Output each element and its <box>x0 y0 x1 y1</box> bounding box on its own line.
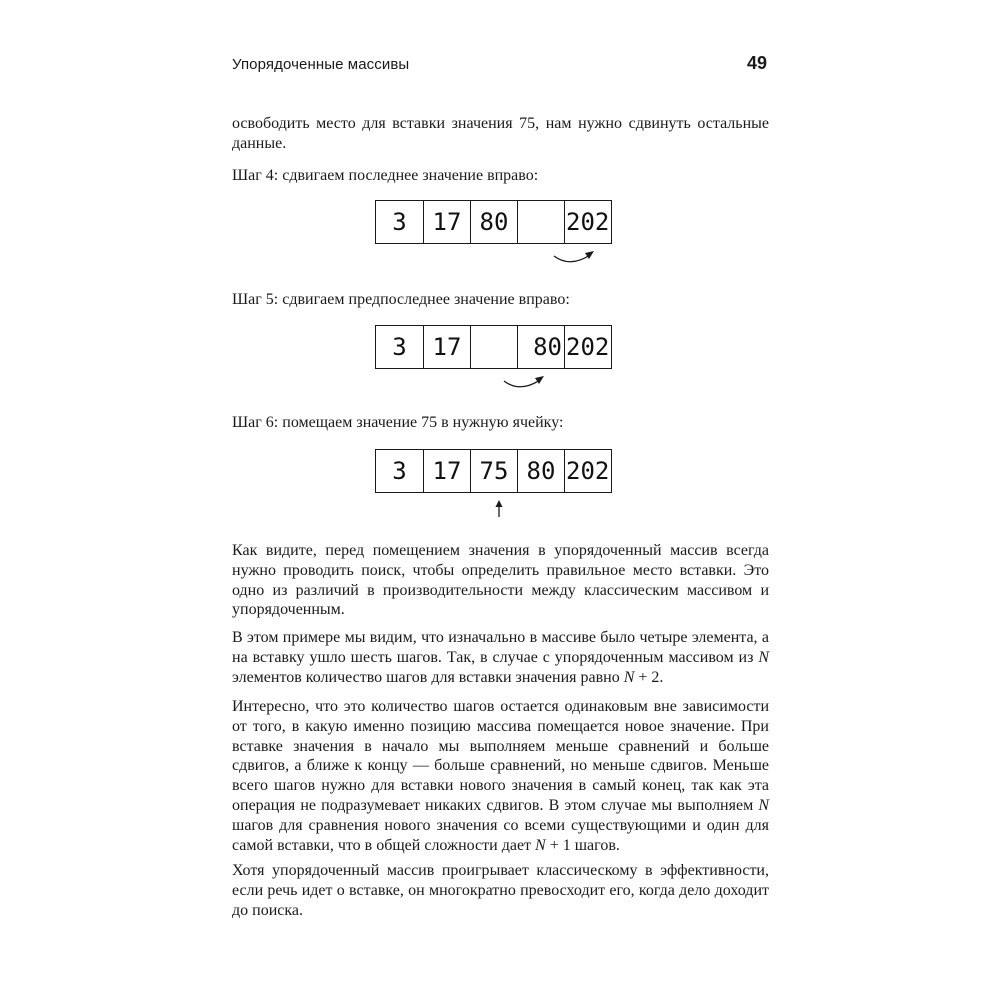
array-cell: 17 <box>423 449 471 493</box>
text-run: Интересно, что это количество шагов остается одинаковым вне зависимости от того, в какую именно позицию массива помещается новое значение. При вставке значения в начало мы выполняем меньше сравнений и больше сдвигов, а ближе к концу — больше сравнений, но меньше сдвигов. Меньше всего шагов нужно для вставки нового значения в самый конец, так как эта операция не подразумевает никаких сдвигов. В этом случае мы выполняем <box>232 698 769 814</box>
variable-n: N <box>623 668 635 686</box>
variable-n: N <box>535 836 546 854</box>
variable-n: N <box>758 796 769 814</box>
text-run: шагов для сравнения нового значения со всеми существующими и один для самой вставки, что в общей сложности дает <box>232 816 769 854</box>
array-cell: 17 <box>423 200 471 244</box>
array-cell: 202 <box>564 200 612 244</box>
step-6-array <box>375 449 612 493</box>
paragraph-insert-steps <box>232 628 769 687</box>
intro-paragraph: освободить место для вставки значения 75, нам нужно сдвинуть остальные данные. <box>232 115 769 152</box>
text-run: элементов количество шагов для вставки значения равно <box>232 668 624 686</box>
array-cell: 202 <box>564 325 612 369</box>
array-cell: 80 <box>470 200 518 244</box>
step-4-label: Шаг 4: сдвигаем последнее значение вправо: <box>232 167 539 184</box>
paragraph-steps-constant <box>232 697 769 855</box>
text-run: + 2. <box>634 668 664 686</box>
array-cell-empty <box>517 200 565 244</box>
array-cell-empty <box>470 325 518 369</box>
variable-n: N <box>758 648 769 666</box>
array-cell: 202 <box>564 449 612 493</box>
array-cell: 3 <box>375 325 424 369</box>
page-number: 49 <box>746 53 767 73</box>
step-4-array <box>375 200 612 244</box>
array-cell: 17 <box>423 325 471 369</box>
curved-arrow-icon <box>500 373 550 395</box>
paragraph-search-before-insert: Как видите, перед помещением значения в упорядоченный массив всегда нужно проводить поиск, чтобы определить правильное место вставки. Это одно из различий в производительности между классическим массивом и упорядоченным. <box>232 542 769 619</box>
step-5-array <box>375 325 612 369</box>
running-header-title: Упорядоченные массивы <box>232 56 410 73</box>
text-run: + 1 шагов. <box>545 836 620 854</box>
paragraph-conclusion: Хотя упорядоченный массив проигрывает классическому в эффективности, если речь идет о вставке, он многократно превосходит его, когда дело доходит до поиска. <box>232 862 769 919</box>
array-cell: 75 <box>470 449 518 493</box>
step-6-label: Шаг 6: помещаем значение 75 в нужную ячейку: <box>232 414 564 431</box>
curved-arrow-icon <box>550 248 600 270</box>
array-cell: 80 <box>517 325 565 369</box>
up-arrow-icon <box>492 499 506 519</box>
array-cell: 3 <box>375 200 424 244</box>
array-cell: 80 <box>517 449 565 493</box>
array-cell: 3 <box>375 449 424 493</box>
text-run: В этом примере мы видим, что изначально в массиве было четыре элемента, а на вставку ушло шесть шагов. Так, в случае с упорядоченным массивом из <box>232 629 769 666</box>
step-5-label: Шаг 5: сдвигаем предпоследнее значение вправо: <box>232 291 570 308</box>
